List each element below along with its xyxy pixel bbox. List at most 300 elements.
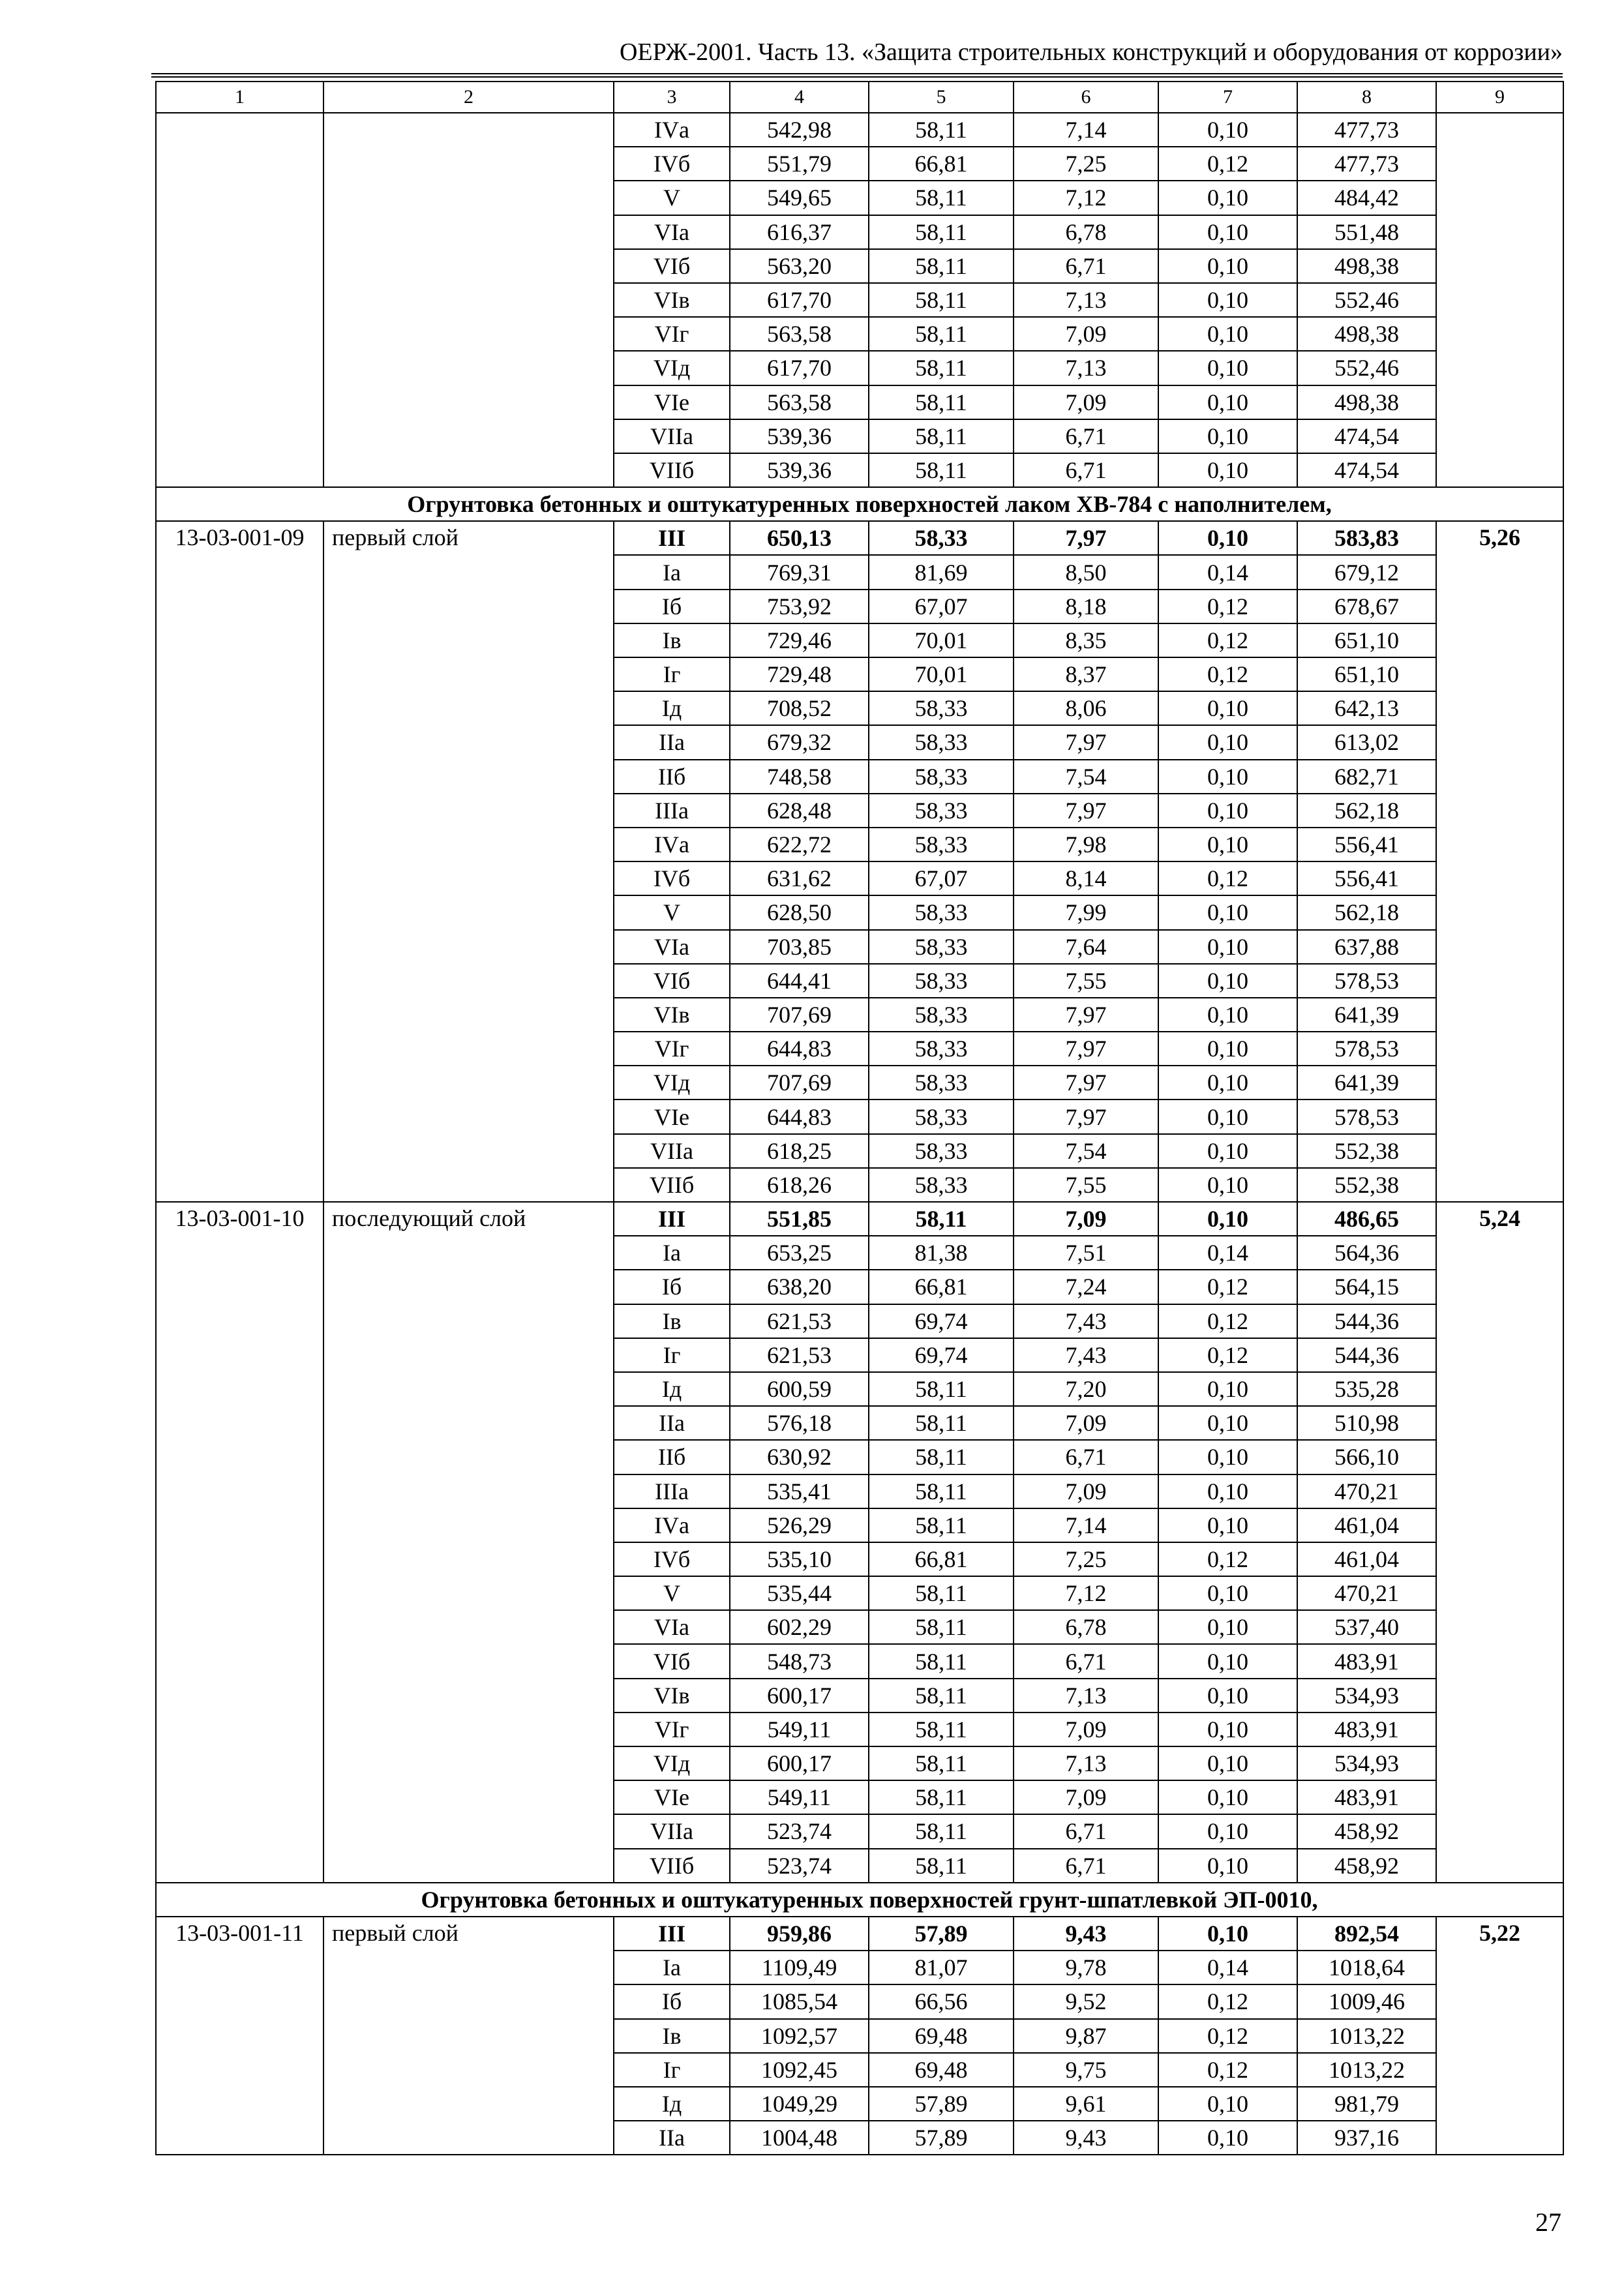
direct-cost: 576,18 bbox=[730, 1406, 869, 1440]
zone-code: V bbox=[614, 1576, 730, 1610]
materials-cost: 678,67 bbox=[1297, 590, 1436, 623]
materials-cost: 552,38 bbox=[1297, 1168, 1436, 1202]
materials-cost: 461,04 bbox=[1297, 1508, 1436, 1542]
materials-cost: 682,71 bbox=[1297, 760, 1436, 794]
zone-code: VIе bbox=[614, 1780, 730, 1814]
driver-wages: 0,12 bbox=[1158, 1984, 1297, 2018]
direct-cost: 1004,48 bbox=[730, 2121, 869, 2155]
direct-cost: 563,20 bbox=[730, 249, 869, 283]
materials-cost: 484,42 bbox=[1297, 181, 1436, 215]
direct-cost: 679,32 bbox=[730, 725, 869, 759]
rates-table-container bbox=[155, 81, 1564, 2155]
materials-cost: 556,41 bbox=[1297, 861, 1436, 895]
direct-cost: 539,36 bbox=[730, 419, 869, 453]
machine-cost: 7,64 bbox=[1014, 930, 1158, 964]
zone-code: IVб bbox=[614, 147, 730, 181]
driver-wages: 0,12 bbox=[1158, 623, 1297, 657]
labor-wages: 58,11 bbox=[869, 317, 1014, 351]
machine-cost: 7,43 bbox=[1014, 1304, 1158, 1338]
machine-cost: 8,35 bbox=[1014, 623, 1158, 657]
driver-wages: 0,12 bbox=[1158, 1304, 1297, 1338]
rate-code: 13-03-001-11 bbox=[156, 1917, 323, 2155]
materials-cost: 981,79 bbox=[1297, 2087, 1436, 2121]
direct-cost: 703,85 bbox=[730, 930, 869, 964]
driver-wages: 0,10 bbox=[1158, 317, 1297, 351]
labor-wages: 58,11 bbox=[869, 351, 1014, 385]
zone-code: IIа bbox=[614, 1406, 730, 1440]
zone-code: VIIб bbox=[614, 453, 730, 487]
materials-cost: 544,36 bbox=[1297, 1304, 1436, 1338]
labor-wages: 58,33 bbox=[869, 1134, 1014, 1168]
labor-wages: 58,33 bbox=[869, 895, 1014, 929]
direct-cost: 602,29 bbox=[730, 1610, 869, 1644]
machine-cost: 7,09 bbox=[1014, 1780, 1158, 1814]
zone-code: VIд bbox=[614, 1746, 730, 1780]
machine-cost: 7,54 bbox=[1014, 1134, 1158, 1168]
driver-wages: 0,10 bbox=[1158, 1440, 1297, 1474]
direct-cost: 1092,57 bbox=[730, 2019, 869, 2053]
direct-cost: 526,29 bbox=[730, 1508, 869, 1542]
machine-cost: 7,25 bbox=[1014, 147, 1158, 181]
materials-cost: 483,91 bbox=[1297, 1780, 1436, 1814]
direct-cost: 708,52 bbox=[730, 691, 869, 725]
zone-code: IVа bbox=[614, 1508, 730, 1542]
labor-wages: 69,48 bbox=[869, 2019, 1014, 2053]
labor-wages: 58,11 bbox=[869, 1576, 1014, 1610]
driver-wages: 0,10 bbox=[1158, 2087, 1297, 2121]
materials-cost: 679,12 bbox=[1297, 555, 1436, 589]
direct-cost: 707,69 bbox=[730, 998, 869, 1032]
driver-wages: 0,12 bbox=[1158, 861, 1297, 895]
column-number: 6 bbox=[1014, 82, 1158, 113]
direct-cost: 628,50 bbox=[730, 895, 869, 929]
machine-cost: 7,97 bbox=[1014, 725, 1158, 759]
column-number: 2 bbox=[323, 82, 614, 113]
machine-cost: 7,09 bbox=[1014, 1474, 1158, 1508]
materials-cost: 562,18 bbox=[1297, 794, 1436, 828]
labor-wages: 58,11 bbox=[869, 181, 1014, 215]
materials-cost: 637,88 bbox=[1297, 930, 1436, 964]
labor-wages: 58,33 bbox=[869, 964, 1014, 998]
machine-cost: 9,75 bbox=[1014, 2053, 1158, 2087]
materials-cost: 498,38 bbox=[1297, 385, 1436, 419]
work-name bbox=[323, 113, 614, 487]
zone-code: VIе bbox=[614, 385, 730, 419]
driver-wages: 0,10 bbox=[1158, 215, 1297, 249]
labor-wages: 69,48 bbox=[869, 2053, 1014, 2087]
driver-wages: 0,10 bbox=[1158, 1814, 1297, 1848]
driver-wages: 0,10 bbox=[1158, 2121, 1297, 2155]
machine-cost: 7,25 bbox=[1014, 1542, 1158, 1576]
driver-wages: 0,10 bbox=[1158, 249, 1297, 283]
driver-wages: 0,10 bbox=[1158, 283, 1297, 317]
direct-cost: 618,25 bbox=[730, 1134, 869, 1168]
materials-cost: 470,21 bbox=[1297, 1474, 1436, 1508]
column-number: 9 bbox=[1436, 82, 1563, 113]
driver-wages: 0,10 bbox=[1158, 760, 1297, 794]
labor-wages: 58,11 bbox=[869, 113, 1014, 147]
materials-cost: 613,02 bbox=[1297, 725, 1436, 759]
direct-cost: 523,74 bbox=[730, 1814, 869, 1848]
machine-cost: 7,12 bbox=[1014, 1576, 1158, 1610]
driver-wages: 0,12 bbox=[1158, 590, 1297, 623]
zone-code: VIIа bbox=[614, 419, 730, 453]
column-number: 3 bbox=[614, 82, 730, 113]
direct-cost: 535,10 bbox=[730, 1542, 869, 1576]
zone-code: Iд bbox=[614, 691, 730, 725]
driver-wages: 0,10 bbox=[1158, 895, 1297, 929]
column-number: 1 bbox=[156, 82, 323, 113]
machine-cost: 7,97 bbox=[1014, 1032, 1158, 1066]
machine-cost: 8,06 bbox=[1014, 691, 1158, 725]
direct-cost: 549,11 bbox=[730, 1713, 869, 1746]
zone-code: IVб bbox=[614, 1542, 730, 1576]
direct-cost: 707,69 bbox=[730, 1066, 869, 1100]
driver-wages: 0,10 bbox=[1158, 1372, 1297, 1406]
driver-wages: 0,10 bbox=[1158, 1780, 1297, 1814]
driver-wages: 0,12 bbox=[1158, 1270, 1297, 1304]
direct-cost: 621,53 bbox=[730, 1304, 869, 1338]
zone-code: V bbox=[614, 181, 730, 215]
labor-wages: 58,33 bbox=[869, 725, 1014, 759]
labor-wages: 58,11 bbox=[869, 1202, 1014, 1236]
zone-code: Iв bbox=[614, 1304, 730, 1338]
machine-cost: 7,09 bbox=[1014, 1406, 1158, 1440]
zone-code: VIг bbox=[614, 1713, 730, 1746]
driver-wages: 0,12 bbox=[1158, 2019, 1297, 2053]
driver-wages: 0,12 bbox=[1158, 147, 1297, 181]
labor-wages: 57,89 bbox=[869, 1917, 1014, 1951]
materials-cost: 562,18 bbox=[1297, 895, 1436, 929]
machine-cost: 7,97 bbox=[1014, 1100, 1158, 1133]
materials-cost: 458,92 bbox=[1297, 1849, 1436, 1883]
machine-cost: 6,71 bbox=[1014, 1814, 1158, 1848]
zone-code: V bbox=[614, 895, 730, 929]
materials-cost: 461,04 bbox=[1297, 1542, 1436, 1576]
direct-cost: 539,36 bbox=[730, 453, 869, 487]
zone-code: IIIа bbox=[614, 1474, 730, 1508]
machine-cost: 9,78 bbox=[1014, 1951, 1158, 1984]
labor-wages: 58,11 bbox=[869, 453, 1014, 487]
column-number: 4 bbox=[730, 82, 869, 113]
machine-cost: 7,51 bbox=[1014, 1236, 1158, 1270]
materials-cost: 483,91 bbox=[1297, 1644, 1436, 1678]
machine-cost: 8,50 bbox=[1014, 555, 1158, 589]
machine-cost: 6,71 bbox=[1014, 249, 1158, 283]
materials-cost: 552,38 bbox=[1297, 1134, 1436, 1168]
zone-code: IIIа bbox=[614, 794, 730, 828]
driver-wages: 0,10 bbox=[1158, 385, 1297, 419]
work-name: первый слой bbox=[323, 1917, 614, 2155]
machine-cost: 7,09 bbox=[1014, 317, 1158, 351]
zone-code: VIа bbox=[614, 930, 730, 964]
direct-cost: 549,11 bbox=[730, 1780, 869, 1814]
labor-wages: 58,11 bbox=[869, 1814, 1014, 1848]
machine-cost: 8,37 bbox=[1014, 657, 1158, 691]
zone-code: Iд bbox=[614, 1372, 730, 1406]
machine-cost: 7,13 bbox=[1014, 351, 1158, 385]
materials-cost: 552,46 bbox=[1297, 283, 1436, 317]
direct-cost: 628,48 bbox=[730, 794, 869, 828]
zone-code: Iа bbox=[614, 1236, 730, 1270]
machine-cost: 7,55 bbox=[1014, 964, 1158, 998]
materials-cost: 544,36 bbox=[1297, 1338, 1436, 1372]
machine-cost: 7,97 bbox=[1014, 998, 1158, 1032]
machine-cost: 7,98 bbox=[1014, 828, 1158, 861]
machine-cost: 7,12 bbox=[1014, 181, 1158, 215]
driver-wages: 0,10 bbox=[1158, 1508, 1297, 1542]
materials-cost: 498,38 bbox=[1297, 317, 1436, 351]
materials-cost: 641,39 bbox=[1297, 1066, 1436, 1100]
direct-cost: 769,31 bbox=[730, 555, 869, 589]
zone-code: IIа bbox=[614, 2121, 730, 2155]
labor-wages: 57,89 bbox=[869, 2087, 1014, 2121]
driver-wages: 0,10 bbox=[1158, 1849, 1297, 1883]
column-number: 7 bbox=[1158, 82, 1297, 113]
zone-code: VIIб bbox=[614, 1849, 730, 1883]
zone-code: IIа bbox=[614, 725, 730, 759]
driver-wages: 0,10 bbox=[1158, 725, 1297, 759]
driver-wages: 0,10 bbox=[1158, 691, 1297, 725]
labor-wages: 58,11 bbox=[869, 283, 1014, 317]
machine-cost: 9,87 bbox=[1014, 2019, 1158, 2053]
machine-cost: 7,99 bbox=[1014, 895, 1158, 929]
labor-wages: 58,11 bbox=[869, 1746, 1014, 1780]
machine-cost: 7,13 bbox=[1014, 1746, 1158, 1780]
machine-cost: 6,71 bbox=[1014, 1849, 1158, 1883]
column-number: 5 bbox=[869, 82, 1014, 113]
zone-code: IIб bbox=[614, 760, 730, 794]
materials-cost: 651,10 bbox=[1297, 657, 1436, 691]
labor-wages: 58,33 bbox=[869, 1168, 1014, 1202]
driver-wages: 0,10 bbox=[1158, 1576, 1297, 1610]
machine-cost: 6,78 bbox=[1014, 215, 1158, 249]
materials-cost: 564,15 bbox=[1297, 1270, 1436, 1304]
driver-wages: 0,10 bbox=[1158, 1474, 1297, 1508]
labor-wages: 58,33 bbox=[869, 930, 1014, 964]
direct-cost: 748,58 bbox=[730, 760, 869, 794]
direct-cost: 644,83 bbox=[730, 1100, 869, 1133]
labor-wages: 70,01 bbox=[869, 657, 1014, 691]
table-row bbox=[156, 113, 1563, 147]
zone-code: III bbox=[614, 521, 730, 555]
driver-wages: 0,10 bbox=[1158, 113, 1297, 147]
section-title-row bbox=[156, 1883, 1563, 1917]
direct-cost: 618,26 bbox=[730, 1168, 869, 1202]
direct-cost: 549,65 bbox=[730, 181, 869, 215]
zone-code: IVа bbox=[614, 828, 730, 861]
machine-cost: 7,54 bbox=[1014, 760, 1158, 794]
machine-cost: 9,43 bbox=[1014, 2121, 1158, 2155]
materials-cost: 937,16 bbox=[1297, 2121, 1436, 2155]
driver-wages: 0,10 bbox=[1158, 1202, 1297, 1236]
labor-wages: 58,33 bbox=[869, 760, 1014, 794]
zone-code: Iг bbox=[614, 2053, 730, 2087]
labor-wages: 58,11 bbox=[869, 1849, 1014, 1883]
direct-cost: 600,17 bbox=[730, 1746, 869, 1780]
work-name: последующий слой bbox=[323, 1202, 614, 1883]
direct-cost: 551,79 bbox=[730, 147, 869, 181]
driver-wages: 0,10 bbox=[1158, 1610, 1297, 1644]
driver-wages: 0,10 bbox=[1158, 1032, 1297, 1066]
materials-cost: 1013,22 bbox=[1297, 2053, 1436, 2087]
labor-wages: 66,81 bbox=[869, 1270, 1014, 1304]
zone-code: III bbox=[614, 1202, 730, 1236]
machine-cost: 9,61 bbox=[1014, 2087, 1158, 2121]
labor-wages: 67,07 bbox=[869, 590, 1014, 623]
direct-cost: 1085,54 bbox=[730, 1984, 869, 2018]
direct-cost: 644,41 bbox=[730, 964, 869, 998]
section-title-text: Огрунтовка бетонных и оштукатуренных поверхностей лаком ХВ-784 с наполнителем, bbox=[407, 491, 1332, 518]
driver-wages: 0,10 bbox=[1158, 1917, 1297, 1951]
zone-code: Iв bbox=[614, 2019, 730, 2053]
rates-table bbox=[155, 81, 1564, 2155]
machine-cost: 7,55 bbox=[1014, 1168, 1158, 1202]
labor-wages: 58,11 bbox=[869, 1644, 1014, 1678]
materials-cost: 534,93 bbox=[1297, 1746, 1436, 1780]
direct-cost: 622,72 bbox=[730, 828, 869, 861]
labor-wages: 58,11 bbox=[869, 1610, 1014, 1644]
driver-wages: 0,10 bbox=[1158, 828, 1297, 861]
machine-cost: 9,52 bbox=[1014, 1984, 1158, 2018]
direct-cost: 1109,49 bbox=[730, 1951, 869, 1984]
materials-cost: 556,41 bbox=[1297, 828, 1436, 861]
driver-wages: 0,10 bbox=[1158, 1713, 1297, 1746]
work-name: первый слой bbox=[323, 521, 614, 1202]
zone-code: VIд bbox=[614, 1066, 730, 1100]
zone-code: VIIб bbox=[614, 1168, 730, 1202]
machine-cost: 6,78 bbox=[1014, 1610, 1158, 1644]
materials-cost: 651,10 bbox=[1297, 623, 1436, 657]
driver-wages: 0,12 bbox=[1158, 1542, 1297, 1576]
zone-code: VIб bbox=[614, 1644, 730, 1678]
machine-cost: 7,43 bbox=[1014, 1338, 1158, 1372]
zone-code: Iд bbox=[614, 2087, 730, 2121]
labor-hours: 5,24 bbox=[1436, 1202, 1563, 1883]
zone-code: Iб bbox=[614, 1270, 730, 1304]
section-title-row bbox=[156, 487, 1563, 521]
direct-cost: 535,44 bbox=[730, 1576, 869, 1610]
direct-cost: 551,85 bbox=[730, 1202, 869, 1236]
zone-code: VIб bbox=[614, 964, 730, 998]
driver-wages: 0,10 bbox=[1158, 1406, 1297, 1440]
labor-hours: 5,26 bbox=[1436, 521, 1563, 1202]
direct-cost: 563,58 bbox=[730, 317, 869, 351]
materials-cost: 564,36 bbox=[1297, 1236, 1436, 1270]
labor-wages: 58,33 bbox=[869, 691, 1014, 725]
machine-cost: 7,09 bbox=[1014, 1202, 1158, 1236]
materials-cost: 498,38 bbox=[1297, 249, 1436, 283]
zone-code: VIв bbox=[614, 1679, 730, 1713]
machine-cost: 7,14 bbox=[1014, 1508, 1158, 1542]
direct-cost: 600,17 bbox=[730, 1679, 869, 1713]
direct-cost: 753,92 bbox=[730, 590, 869, 623]
labor-wages: 67,07 bbox=[869, 861, 1014, 895]
labor-wages: 58,11 bbox=[869, 1780, 1014, 1814]
driver-wages: 0,14 bbox=[1158, 1951, 1297, 1984]
driver-wages: 0,10 bbox=[1158, 1746, 1297, 1780]
driver-wages: 0,10 bbox=[1158, 1066, 1297, 1100]
direct-cost: 638,20 bbox=[730, 1270, 869, 1304]
labor-wages: 58,33 bbox=[869, 521, 1014, 555]
direct-cost: 644,83 bbox=[730, 1032, 869, 1066]
zone-code: VIв bbox=[614, 998, 730, 1032]
materials-cost: 552,46 bbox=[1297, 351, 1436, 385]
labor-wages: 58,11 bbox=[869, 215, 1014, 249]
zone-code: Iа bbox=[614, 555, 730, 589]
direct-cost: 729,48 bbox=[730, 657, 869, 691]
machine-cost: 7,97 bbox=[1014, 1066, 1158, 1100]
machine-cost: 7,97 bbox=[1014, 521, 1158, 555]
materials-cost: 510,98 bbox=[1297, 1406, 1436, 1440]
labor-hours: 5,22 bbox=[1436, 1917, 1563, 2155]
materials-cost: 483,91 bbox=[1297, 1713, 1436, 1746]
direct-cost: 542,98 bbox=[730, 113, 869, 147]
rate-code: 13-03-001-09 bbox=[156, 521, 323, 1202]
direct-cost: 617,70 bbox=[730, 283, 869, 317]
driver-wages: 0,10 bbox=[1158, 453, 1297, 487]
direct-cost: 631,62 bbox=[730, 861, 869, 895]
driver-wages: 0,10 bbox=[1158, 419, 1297, 453]
page-header: ОЕРЖ-2001. Часть 13. «Защита строительных конструкций и оборудования от коррозии» bbox=[619, 38, 1563, 66]
materials-cost: 477,73 bbox=[1297, 147, 1436, 181]
labor-wages: 58,11 bbox=[869, 1508, 1014, 1542]
materials-cost: 535,28 bbox=[1297, 1372, 1436, 1406]
materials-cost: 474,54 bbox=[1297, 453, 1436, 487]
zone-code: VIг bbox=[614, 317, 730, 351]
labor-wages: 58,11 bbox=[869, 249, 1014, 283]
driver-wages: 0,10 bbox=[1158, 930, 1297, 964]
zone-code: IIб bbox=[614, 1440, 730, 1474]
labor-wages: 58,11 bbox=[869, 419, 1014, 453]
labor-wages: 81,38 bbox=[869, 1236, 1014, 1270]
materials-cost: 578,53 bbox=[1297, 1032, 1436, 1066]
labor-wages: 66,81 bbox=[869, 147, 1014, 181]
zone-code: Iв bbox=[614, 623, 730, 657]
machine-cost: 6,71 bbox=[1014, 453, 1158, 487]
labor-hours bbox=[1436, 113, 1563, 487]
materials-cost: 486,65 bbox=[1297, 1202, 1436, 1236]
direct-cost: 616,37 bbox=[730, 215, 869, 249]
direct-cost: 729,46 bbox=[730, 623, 869, 657]
labor-wages: 58,33 bbox=[869, 1100, 1014, 1133]
driver-wages: 0,10 bbox=[1158, 964, 1297, 998]
labor-wages: 57,89 bbox=[869, 2121, 1014, 2155]
labor-wages: 58,33 bbox=[869, 998, 1014, 1032]
direct-cost: 548,73 bbox=[730, 1644, 869, 1678]
labor-wages: 58,33 bbox=[869, 828, 1014, 861]
driver-wages: 0,10 bbox=[1158, 794, 1297, 828]
labor-wages: 81,69 bbox=[869, 555, 1014, 589]
labor-wages: 58,11 bbox=[869, 1679, 1014, 1713]
zone-code: VIг bbox=[614, 1032, 730, 1066]
driver-wages: 0,14 bbox=[1158, 1236, 1297, 1270]
direct-cost: 617,70 bbox=[730, 351, 869, 385]
materials-cost: 474,54 bbox=[1297, 419, 1436, 453]
zone-code: Iг bbox=[614, 1338, 730, 1372]
driver-wages: 0,12 bbox=[1158, 1338, 1297, 1372]
table-row bbox=[156, 1202, 1563, 1236]
labor-wages: 58,33 bbox=[869, 1066, 1014, 1100]
machine-cost: 7,09 bbox=[1014, 1713, 1158, 1746]
driver-wages: 0,10 bbox=[1158, 1100, 1297, 1133]
materials-cost: 477,73 bbox=[1297, 113, 1436, 147]
machine-cost: 7,13 bbox=[1014, 283, 1158, 317]
materials-cost: 583,83 bbox=[1297, 521, 1436, 555]
section-title-text: Огрунтовка бетонных и оштукатуренных поверхностей грунт-шпатлевкой ЭП-0010, bbox=[421, 1886, 1318, 1913]
labor-wages: 58,11 bbox=[869, 385, 1014, 419]
machine-cost: 7,14 bbox=[1014, 113, 1158, 147]
